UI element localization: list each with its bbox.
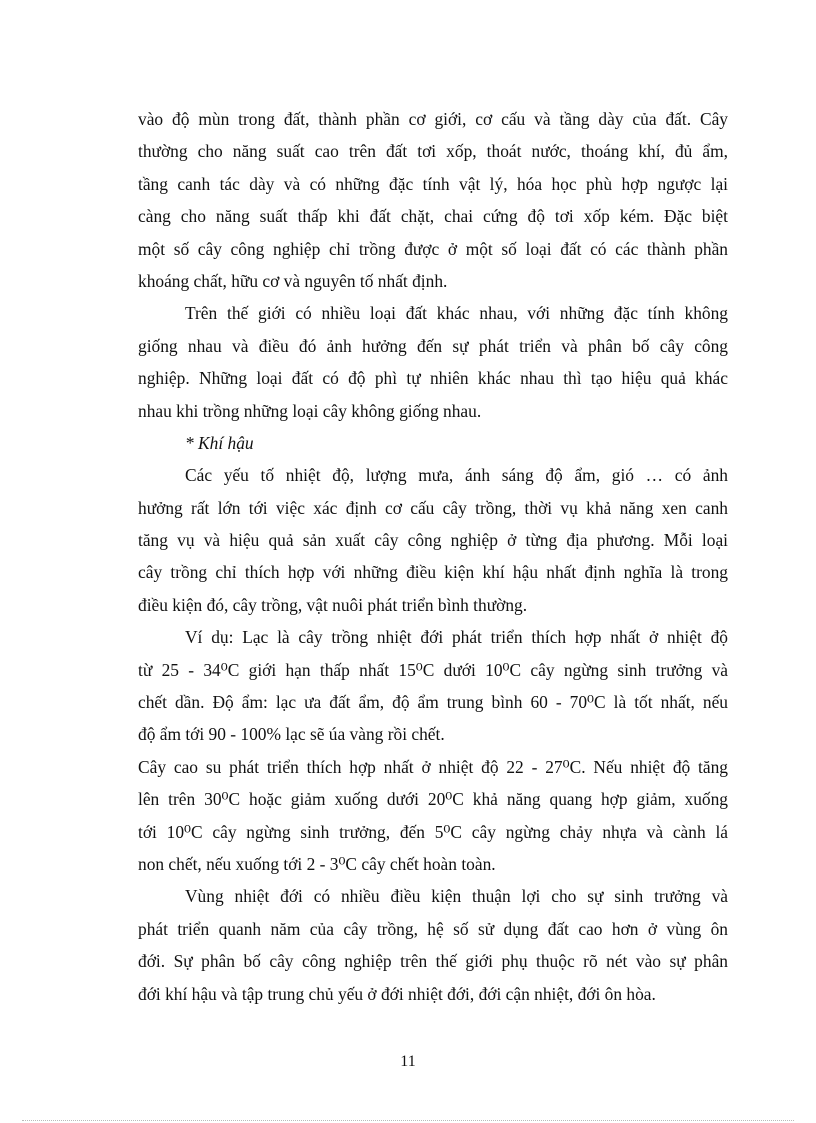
- text-line: lên trên 30⁰C hoặc giảm xuống dưới 20⁰C khả năng quang hợp giảm, xuống: [138, 789, 728, 810]
- text-line: Vùng nhiệt đới có nhiều điều kiện thuận lợi cho sự sinh trưởng và: [185, 886, 728, 907]
- text-line: hưởng rất lớn tới việc xác định cơ cấu cây trồng, thời vụ khả năng xen canh: [138, 497, 728, 518]
- text-line: non chết, nếu xuống tới 2 - 3⁰C cây chết hoàn toàn.: [138, 853, 496, 874]
- text-line: nghiệp. Những loại đất có độ phì tự nhiên khác nhau thì tạo hiệu quả khác: [138, 368, 728, 389]
- text-line: đới khí hậu và tập trung chủ yếu ở đới nhiệt đới, đới cận nhiệt, đới ôn hòa.: [138, 983, 656, 1004]
- text-line: tầng canh tác dày và có những đặc tính vật lý, hóa học phù hợp ngược lại: [138, 173, 728, 194]
- text-line: tăng vụ và hiệu quả sản xuất cây công nghiệp ở từng địa phương. Mỗi loại: [138, 530, 728, 551]
- text-line: * Khí hậu: [185, 432, 254, 453]
- text-line: Các yếu tố nhiệt độ, lượng mưa, ánh sáng độ ẩm, gió … có ảnh: [185, 465, 728, 486]
- text-line: Trên thế giới có nhiều loại đất khác nhau, với những đặc tính không: [185, 303, 728, 324]
- text-line: điều kiện đó, cây trồng, vật nuôi phát triển bình thường.: [138, 594, 528, 615]
- page-bottom-divider: [22, 1120, 794, 1121]
- text-line: độ ẩm tới 90 - 100% lạc sẽ úa vàng rồi chết.: [138, 724, 445, 745]
- text-line: Ví dụ: Lạc là cây trồng nhiệt đới phát triển thích hợp nhất ở nhiệt độ: [185, 627, 728, 648]
- text-line: giống nhau và điều đó ảnh hưởng đến sự phát triển và phân bố cây công: [138, 335, 728, 356]
- text-line: Cây cao su phát triển thích hợp nhất ở nhiệt độ 22 - 27⁰C. Nếu nhiệt độ tăng: [138, 756, 728, 777]
- body-text: [138, 103, 728, 1010]
- page-number: 11: [400, 1053, 416, 1070]
- text-line: nhau khi trồng những loại cây không giống nhau.: [138, 400, 482, 421]
- text-line: một số cây công nghiệp chỉ trồng được ở một số loại đất có các thành phần: [138, 238, 728, 259]
- text-line: thường cho năng suất cao trên đất tơi xốp, thoát nước, thoáng khí, đủ ẩm,: [138, 141, 728, 162]
- text-line: càng cho năng suất thấp khi đất chặt, chai cứng độ tơi xốp kém. Đặc biệt: [138, 206, 728, 227]
- text-line: tới 10⁰C cây ngừng sinh trưởng, đến 5⁰C cây ngừng chảy nhựa và cành lá: [138, 821, 728, 842]
- text-line: vào độ mùn trong đất, thành phần cơ giới, cơ cấu và tầng dày của đất. Cây: [138, 109, 728, 129]
- text-line: phát triển quanh năm của cây trồng, hệ số sử dụng đất cao hơn ở vùng ôn: [138, 918, 728, 939]
- text-line: đới. Sự phân bố cây công nghiệp trên thế giới phụ thuộc rõ nét vào sự phân: [138, 951, 728, 972]
- text-line: chết dần. Độ ẩm: lạc ưa đất ẩm, độ ẩm trung bình 60 - 70⁰C là tốt nhất, nếu: [138, 692, 728, 713]
- text-line: khoáng chất, hữu cơ và nguyên tố nhất định.: [138, 270, 448, 291]
- text-line: từ 25 - 34⁰C giới hạn thấp nhất 15⁰C dưới 10⁰C cây ngừng sinh trưởng và: [138, 659, 728, 680]
- text-line: cây trồng chỉ thích hợp với những điều kiện khí hậu nhất định nghĩa là trong: [138, 562, 728, 583]
